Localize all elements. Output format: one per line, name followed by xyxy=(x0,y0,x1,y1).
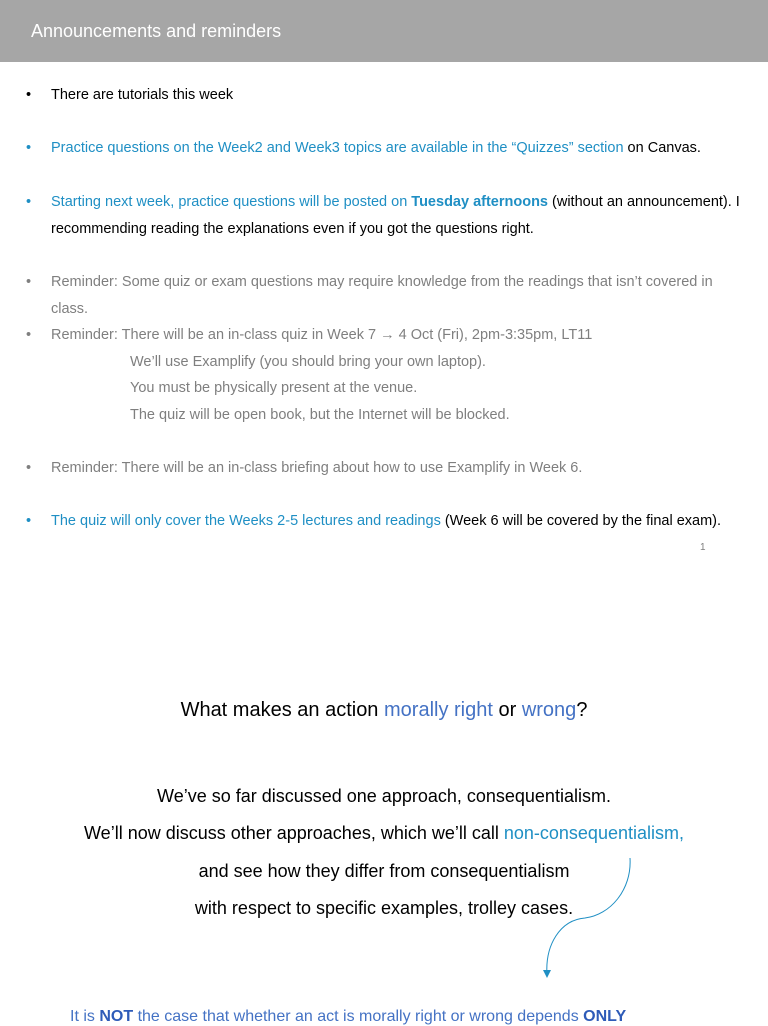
bullet-dot: • xyxy=(26,327,32,343)
slide2-line-4: with respect to specific examples, trolley cases. xyxy=(194,898,574,918)
bullet-text-blue: Practice questions on the Week2 and Week3 topics are available in the “Quizzes” section xyxy=(51,140,624,156)
bullet-dot: • xyxy=(26,513,32,529)
statement-text: the case that whether an act is morally right or wrong depends xyxy=(133,1008,584,1025)
statement-text: It is xyxy=(70,1008,100,1025)
bullet-dot: • xyxy=(26,274,32,290)
slide-title: Announcements and reminders xyxy=(31,21,282,41)
statement-bold: NOT xyxy=(99,1008,134,1025)
quiz-detail-venue: You must be physically present at the venue. xyxy=(130,380,418,396)
bullet-text-blue: Starting next week, practice questions will be posted on xyxy=(51,194,412,210)
line-highlight: non-consequentialism, xyxy=(503,823,684,843)
bullet-text-bold: Tuesday afternoons xyxy=(411,194,548,210)
slide2-line-1: We’ve so far discussed one approach, consequentialism. xyxy=(157,786,611,806)
bullet-text: Reminder: There will be an in-class briefing about how to use Examplify in Week 6. xyxy=(51,460,583,476)
question-text: What makes an action xyxy=(180,699,384,721)
bullet-text: Reminder: There will be an in-class quiz in Week 7 → 4 Oct (Fri), 2pm-3:35pm, LT11 xyxy=(51,327,593,343)
question-text: or xyxy=(492,699,522,721)
page-number: 1 xyxy=(700,542,706,553)
slide2-bottom-statement xyxy=(70,1008,626,1026)
line-text: We’ll now discuss other approaches, which we’ll call xyxy=(84,823,504,843)
bullet-text-blue: The quiz will only cover the Weeks 2-5 lectures and readings xyxy=(51,513,441,529)
arrow-head-icon xyxy=(543,970,551,978)
quiz-detail-open-book: The quiz will be open book, but the Internet will be blocked. xyxy=(130,407,510,423)
quiz-detail-examplify: We’ll use Examplify (you should bring your own laptop). xyxy=(130,354,486,370)
question-text: ? xyxy=(576,699,588,721)
statement-bold: ONLY xyxy=(583,1008,627,1025)
bullet-dot: • xyxy=(26,194,32,210)
bullet-text: Reminder: Some quiz or exam questions may require knowledge from the readings that isn’t covered in class. xyxy=(51,274,713,317)
bullet-text: There are tutorials this week xyxy=(51,87,234,103)
bullet-dot: • xyxy=(26,87,32,103)
slide2-line-3: and see how they differ from consequentialism xyxy=(198,861,570,881)
question-highlight-right: morally right xyxy=(384,699,493,721)
bullet-text-black: (Week 6 will be covered by the final exam). xyxy=(440,513,722,529)
bullet-text-black: on Canvas. xyxy=(623,140,701,156)
bullet-dot: • xyxy=(26,140,32,156)
question-highlight-wrong: wrong xyxy=(521,699,577,721)
arrow-curve xyxy=(547,858,630,975)
bullet-text-black: (without an announcement). I recommending reading the explanations even if you got the questions right. xyxy=(51,194,740,237)
bullet-dot: • xyxy=(26,460,32,476)
